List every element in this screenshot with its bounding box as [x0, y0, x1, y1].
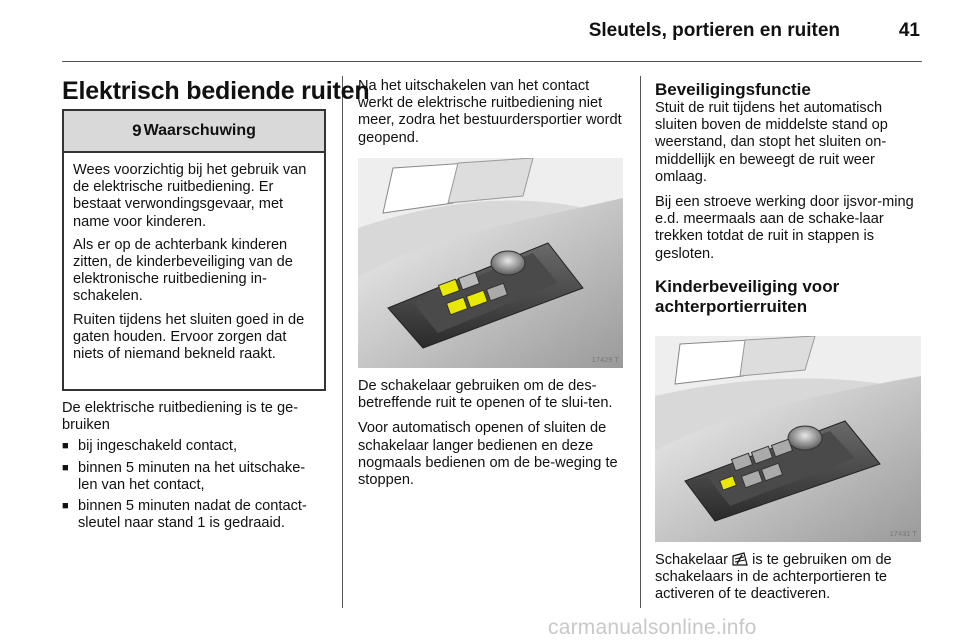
paragraph-switch-use: De schakelaar gebruiken om de des-betreffende ruit te openen of te slui-ten. — [358, 378, 613, 412]
subheading-child-lock: Kinderbeveiliging voor achterportierruiten — [655, 276, 840, 316]
warning-paragraph: Wees voorzichtig bij het gebruik van de elektrische ruitbediening. Er bestaat verwondingsgevaar, met name voor kinderen. — [73, 162, 307, 230]
paragraph-auto-open: Voor automatisch openen of sluiten de schakelaar langer bedienen en deze nogmaals bedienen om de be-weging te stoppen. — [358, 420, 618, 489]
window-switch-illustration — [358, 158, 623, 368]
page-number: 41 — [898, 20, 920, 41]
list-item: ■ binnen 5 minuten na het uitschake-len van het contact, — [62, 460, 324, 494]
column-divider-left — [342, 76, 343, 608]
warning-paragraph: Als er op de achterbank kinderen zitten, de kinderbeveiliging van de elektronische ruitbediening in-schakelen. — [73, 236, 293, 305]
warning-triangle-icon: 9 — [132, 121, 142, 140]
warning-paragraph: Ruiten tijdens het sluiten goed in de gaten houden. Ervoor zorgen dat niets of niemand bekneld raakt. — [73, 311, 305, 363]
list-item: ■ binnen 5 minuten nadat de contact-sleutel naar stand 1 is gedraaid. — [62, 498, 324, 532]
warning-heading: Waarschuwing — [143, 122, 256, 139]
subheading-safety-function: Beveiligingsfunctie — [655, 80, 811, 99]
paragraph-contact-off: Na het uitschakelen van het contact werkt de elektrische ruitbediening niet meer, zodra het bestuurdersportier wordt geopend. — [358, 78, 622, 146]
conditions-list — [62, 438, 324, 532]
warning-body — [64, 153, 324, 363]
paragraph-ice: Bij een stroeve werking door ijsvor-ming e.d. meermaals aan de schake-laar trekken totdat de ruit in stappen is gesloten. — [655, 194, 914, 262]
paragraph-child-lock — [655, 552, 927, 604]
header-rule — [62, 61, 922, 62]
section-title: Elektrisch bediende ruiten — [62, 77, 370, 105]
watermark: carmanualsonline.info — [548, 616, 757, 639]
column-1-text — [62, 400, 324, 536]
column-2-bottom — [358, 378, 626, 497]
column-3-top — [655, 80, 927, 317]
figure-window-switches-child-lock — [655, 336, 921, 542]
warning-header — [64, 111, 324, 153]
running-header-title: Sleutels, portieren en ruiten — [588, 20, 840, 41]
child-lock-text-after: is te gebruiken om de schakelaars in de achterportieren te activeren of te deactiveren. — [655, 552, 892, 603]
child-lock-window-icon — [732, 552, 748, 566]
child-lock-text-before: Schakelaar — [655, 552, 729, 568]
column-3-bottom — [655, 552, 927, 612]
figure-label: 17429 T — [591, 355, 619, 364]
intro-paragraph: De elektrische ruitbediening is te ge-bruiken — [62, 400, 299, 434]
paragraph-safety-function: Stuit de ruit tijdens het automatisch sluiten boven de middelste stand op weerstand, dan stopt het sluiten on-middellijk en beweegt de ruit weer omlaag. — [655, 100, 888, 185]
figure-label: 17431 T — [889, 529, 917, 538]
figure-window-switches-front — [358, 158, 623, 368]
child-lock-switch-illustration — [655, 336, 921, 542]
column-divider-right — [640, 76, 641, 608]
list-item: ■ bij ingeschakeld contact, — [62, 438, 324, 455]
warning-box — [62, 109, 326, 391]
column-2-top — [358, 78, 626, 155]
